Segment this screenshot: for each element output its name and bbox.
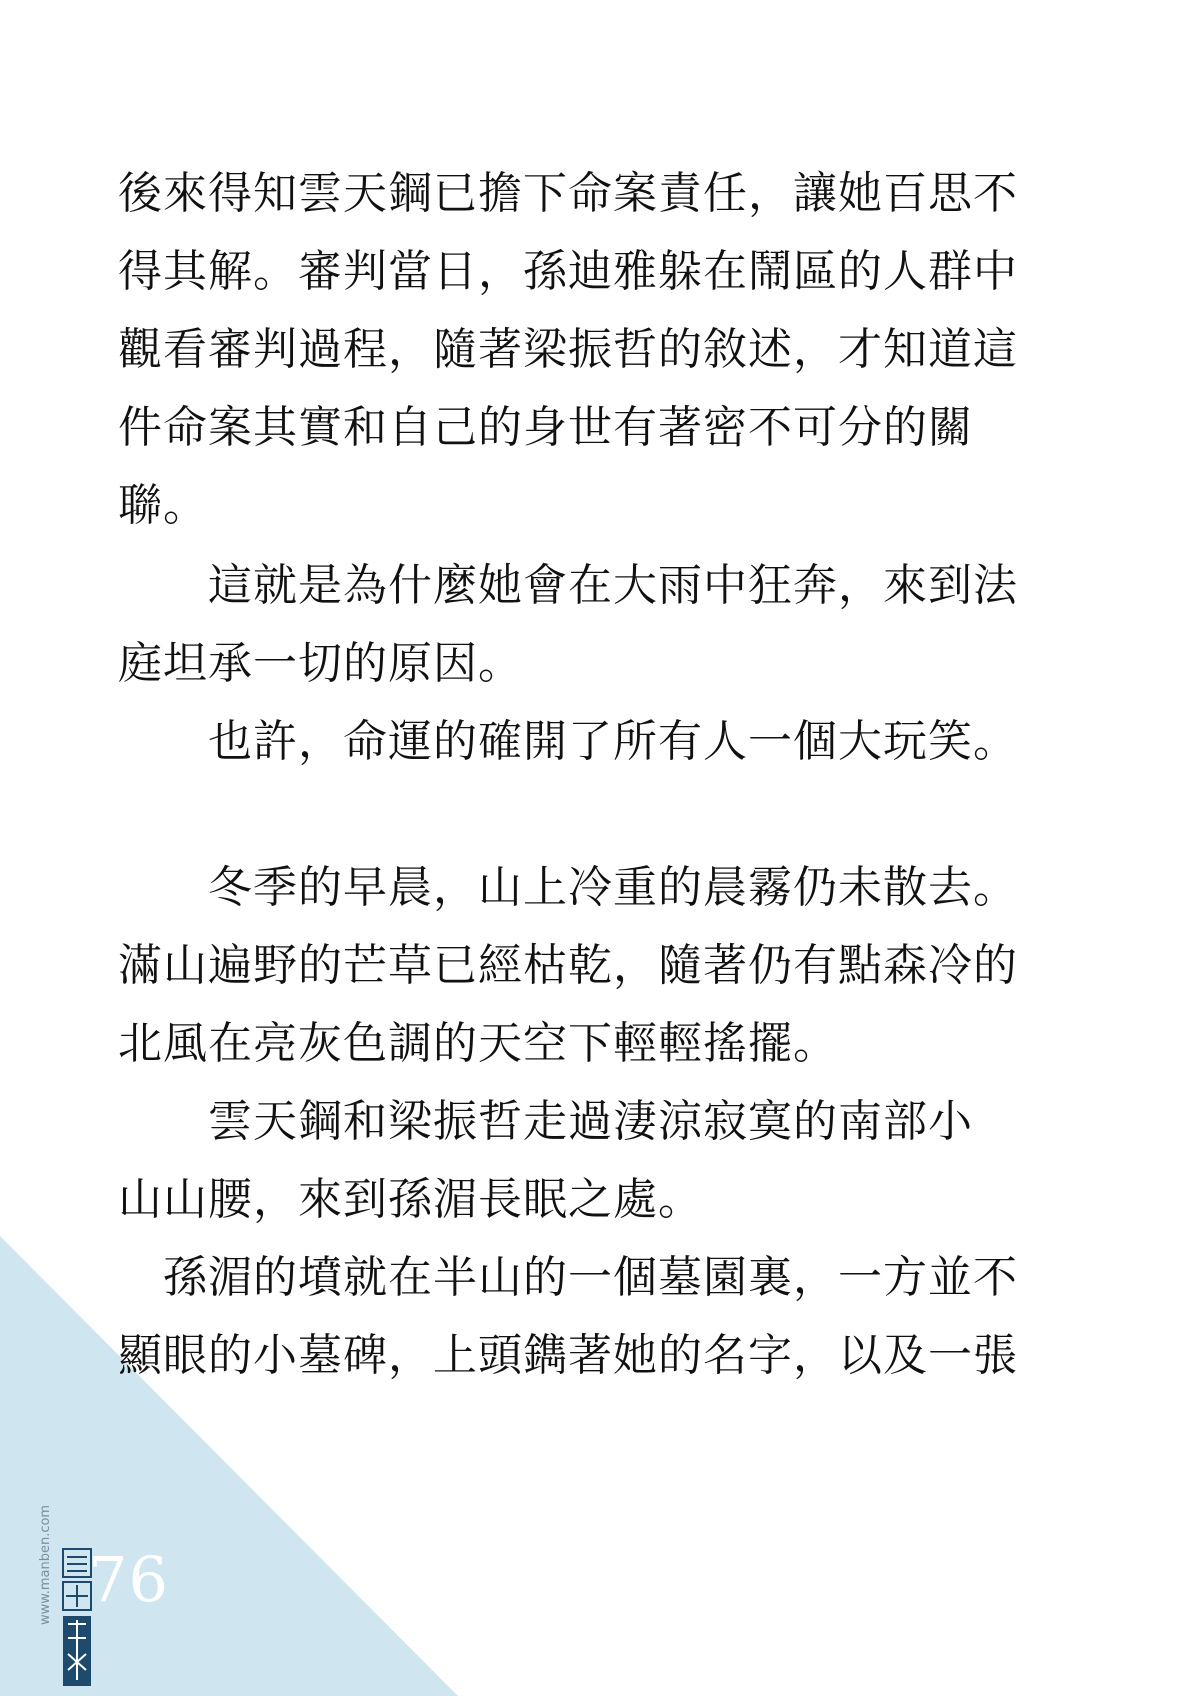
text-line-1: 後來得知雲天鋼已擔下命案責任，讓她百思不: [118, 168, 1018, 219]
text-line-4: 件命案其實和自己的身世有著密不可分的關: [118, 402, 973, 453]
text-line-2: 得其解。審判當日，孫迪雅躲在鬧區的人群中: [118, 246, 1018, 297]
text-line-13: 雲天鋼和梁振哲走過淒涼寂寞的南部小: [118, 1096, 973, 1147]
text-line-9: [118, 790, 1200, 850]
watermark-logo: [62, 1548, 92, 1688]
text-line-10: 冬季的早晨，山上冷重的晨霧仍未散去。: [118, 862, 1018, 913]
text-line-15: 孫湄的墳就在半山的一個墓園裏，一方並不: [118, 1252, 1018, 1303]
text-line-8: 也許，命運的確開了所有人一個大玩笑。: [118, 716, 1018, 767]
text-line-7: 庭坦承一切的原因。: [118, 638, 523, 689]
text-line-11: 滿山遍野的芒草已經枯乾，隨著仍有點森冷的: [118, 940, 1018, 991]
text-line-12: 北風在亮灰色調的天空下輕輕搖擺。: [118, 1018, 838, 1069]
text-line-6: 這就是為什麼她會在大雨中狂奔，來到法: [118, 560, 1018, 611]
text-line-14: 山山腰，來到孫湄長眠之處。: [118, 1174, 703, 1225]
watermark-url: www.manben.com: [38, 1504, 53, 1625]
text-line-5: 聯。: [118, 480, 208, 531]
text-line-3: 觀看審判過程，隨著梁振哲的敘述，才知道這: [118, 324, 1018, 375]
text-line-16: 顯眼的小墓碑，上頭鐫著她的名字，以及一張: [118, 1330, 1018, 1381]
page-number: 76: [88, 1543, 169, 1616]
